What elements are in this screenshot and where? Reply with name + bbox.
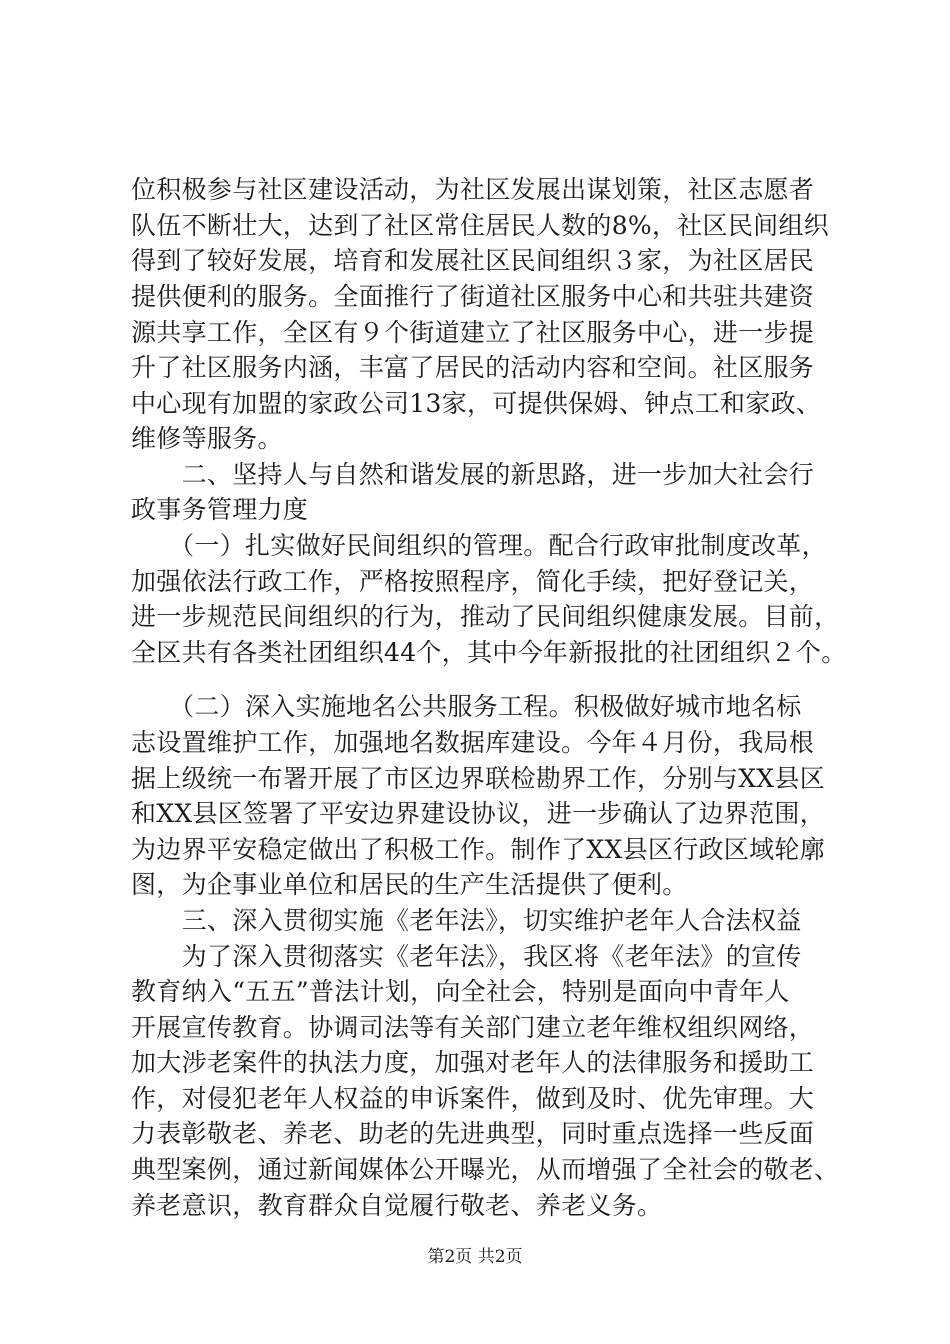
text-line: 养老意识，教育群众自觉履行敬老、养老义务。 xyxy=(131,1191,663,1220)
text-line: 开展宣传教育。协调司法等有关部门建立老年维权组织网络， xyxy=(131,1013,815,1042)
text-line: 力表彰敬老、养老、助老的先进典型，同时重点选择一些反面 xyxy=(131,1119,815,1148)
text-line: 图，为企事业单位和居民的生产生活提供了便利。 xyxy=(131,870,688,899)
text-line: 中心现有加盟的家政公司13家，可提供保姆、钟点工和家政、 xyxy=(131,389,822,418)
text-line: 升了社区服务内涵，丰富了居民的活动内容和空间。社区服务 xyxy=(131,353,815,382)
text-line: （一）扎实做好民间组织的管理。配合行政审批制度改革， xyxy=(131,531,827,560)
text-line: 进一步规范民间组织的行为，推动了民间组织健康发展。目前， xyxy=(131,602,840,631)
text-line: 教育纳入“五五”普法计划，向全社会，特别是面向中青年人 xyxy=(131,977,790,1006)
text-line: 为边界平安稳定做出了积极工作。制作了XX县区行政区域轮廓 xyxy=(131,835,825,864)
text-line: 为了深入贯彻落实《老年法》，我区将《老年法》的宣传 xyxy=(131,942,802,971)
text-line: 加大涉老案件的执法力度，加强对老年人的法律服务和援助工 xyxy=(131,1048,815,1077)
text-line: （二）深入实施地名公共服务工程。积极做好城市地名标 xyxy=(131,692,802,721)
section-heading: 三、深入贯彻实施《老年法》，切实维护老年人合法权益 xyxy=(131,906,802,935)
section-heading: 二、坚持人与自然和谐发展的新思路，进一步加大社会行 xyxy=(131,460,815,489)
text-line: 志设置维护工作，加强地名数据库建设。今年４月份，我局根 xyxy=(131,728,815,757)
text-line: 提供便利的服务。全面推行了街道社区服务中心和共驻共建资 xyxy=(131,282,815,311)
text-line: 位积极参与社区建设活动，为社区发展出谋划策，社区志愿者 xyxy=(131,175,815,204)
text-line: 加强依法行政工作，严格按照程序，简化手续，把好登记关， xyxy=(131,567,815,596)
text-line: 和XX县区签署了平安边界建设协议，进一步确认了边界范围， xyxy=(131,799,825,828)
text-line: 全区共有各类社团组织44个，其中今年新报批的社团组织２个。 xyxy=(131,638,847,667)
text-line: 典型案例，通过新闻媒体公开曝光，从而增强了全社会的敬老、 xyxy=(131,1155,840,1184)
text-line: 作，对侵犯老年人权益的申诉案件，做到及时、优先审理。大 xyxy=(131,1084,815,1113)
text-line: 队伍不断壮大，达到了社区常住居民人数的8%，社区民间组织 xyxy=(131,211,830,240)
text-line: 源共享工作，全区有９个街道建立了社区服务中心，进一步提 xyxy=(131,318,815,347)
text-line: 维修等服务。 xyxy=(131,424,283,453)
page-number-footer: 第2页 共2页 xyxy=(427,1247,523,1267)
text-line: 据上级统一布署开展了市区边界联检勘界工作，分别与XX县区 xyxy=(131,764,825,793)
text-line: 得到了较好发展，培育和发展社区民间组织３家，为社区居民 xyxy=(131,246,815,275)
section-heading: 政事务管理力度 xyxy=(131,495,309,524)
